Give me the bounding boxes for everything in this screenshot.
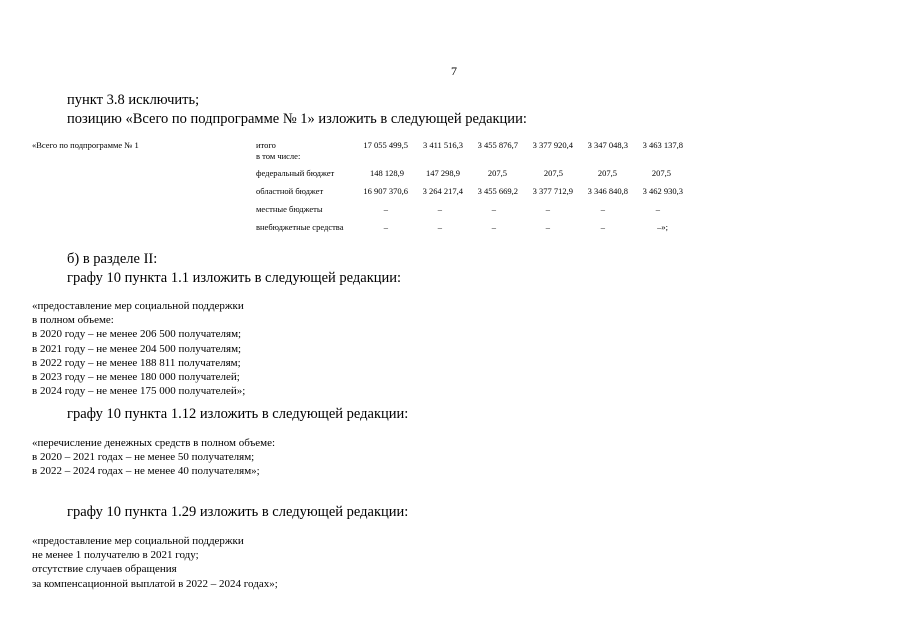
table-cell: 207,5 (651, 168, 671, 178)
table-cell: 3 377 920,4 (532, 140, 573, 150)
intro-line-1: пункт 3.8 исключить; (67, 92, 200, 108)
row-label-extrabudgetary: внебюджетные средства (256, 222, 344, 232)
table-cell: – (655, 204, 660, 214)
table-cell: 3 347 048,3 (587, 140, 628, 150)
table-cell: 3 455 669,2 (477, 186, 518, 196)
table-cell: 3 463 137,8 (642, 140, 683, 150)
text-line: в 2022 – 2024 годах – не менее 40 получателям»; (32, 465, 260, 478)
text-line: в полном объеме: (32, 314, 114, 327)
table-cell: 207,5 (487, 168, 507, 178)
table-cell: 3 462 930,3 (642, 186, 683, 196)
text-line: не менее 1 получателю в 2021 году; (32, 549, 199, 562)
table-cell: – (437, 204, 442, 214)
table-cell: – (600, 204, 605, 214)
text-line: в 2022 году – не менее 188 811 получателям; (32, 356, 241, 369)
table-cell: 3 411 516,3 (422, 140, 463, 150)
text-line: «предоставление мер социальной поддержки (32, 535, 244, 547)
text-line: в 2024 году – не менее 175 000 получателей»; (32, 385, 246, 398)
row-sublabel-including: в том числе: (256, 151, 301, 161)
table-cell: – (437, 222, 442, 232)
table-cell: 207,5 (543, 168, 563, 178)
page-number: 7 (451, 64, 457, 78)
text-line: в 2020 году – не менее 206 500 получателям; (32, 328, 242, 341)
section-112-instruction: графу 10 пункта 1.12 изложить в следующей редакции: (67, 406, 409, 422)
table-cell: 17 055 499,5 (363, 140, 408, 150)
table-left-label: «Всего по подпрограмме № 1 (32, 140, 139, 150)
text-line: в 2023 году – не менее 180 000 получателей; (32, 371, 240, 384)
table-cell: – (600, 222, 605, 232)
table-cell: 3 346 840,8 (587, 186, 628, 196)
table-cell: 207,5 (597, 168, 617, 178)
section-129-instruction: графу 10 пункта 1.29 изложить в следующей редакции: (67, 504, 409, 520)
table-cell: – (491, 204, 496, 214)
row-label-federal: федеральный бюджет (256, 168, 335, 178)
section-b-text (32, 299, 245, 398)
table-cell: 3 377 712,9 (532, 186, 573, 196)
text-line: за компенсационной выплатой в 2022 – 2024 годах»; (32, 577, 278, 590)
table-cell: – (545, 222, 550, 232)
table-cell: 3 264 217,4 (422, 186, 463, 196)
row-label-local: местные бюджеты (256, 204, 323, 214)
table-cell: 3 455 876,7 (477, 140, 518, 150)
section-b-heading: б) в разделе II: (67, 251, 158, 267)
table-cell: – (545, 204, 550, 214)
text-line: в 2021 году – не менее 204 500 получателям; (32, 342, 242, 355)
text-line: «предоставление мер социальной поддержки (32, 300, 244, 312)
intro-line-2: позицию «Всего по подпрограмме № 1» изложить в следующей редакции: (67, 111, 527, 127)
table-cell: – (383, 222, 388, 232)
table-cell: 148 128,9 (370, 168, 404, 178)
table-cell: – (383, 204, 388, 214)
row-label-total: итого (256, 140, 276, 150)
section-129-text (32, 534, 278, 591)
row-label-regional: областной бюджет (256, 186, 324, 196)
text-line: «перечисление денежных средств в полном объеме: (32, 437, 276, 449)
section-b-instruction: графу 10 пункта 1.1 изложить в следующей редакции: (67, 270, 402, 286)
text-line: отсутствие случаев обращения (32, 563, 177, 576)
text-line: в 2020 – 2021 годах – не менее 50 получателям; (32, 451, 255, 464)
table-cell: – (491, 222, 496, 232)
table-cell: 147 298,9 (426, 168, 460, 178)
table-cell: 16 907 370,6 (363, 186, 408, 196)
section-112-text (32, 436, 275, 479)
table-cell: –»; (657, 222, 668, 232)
